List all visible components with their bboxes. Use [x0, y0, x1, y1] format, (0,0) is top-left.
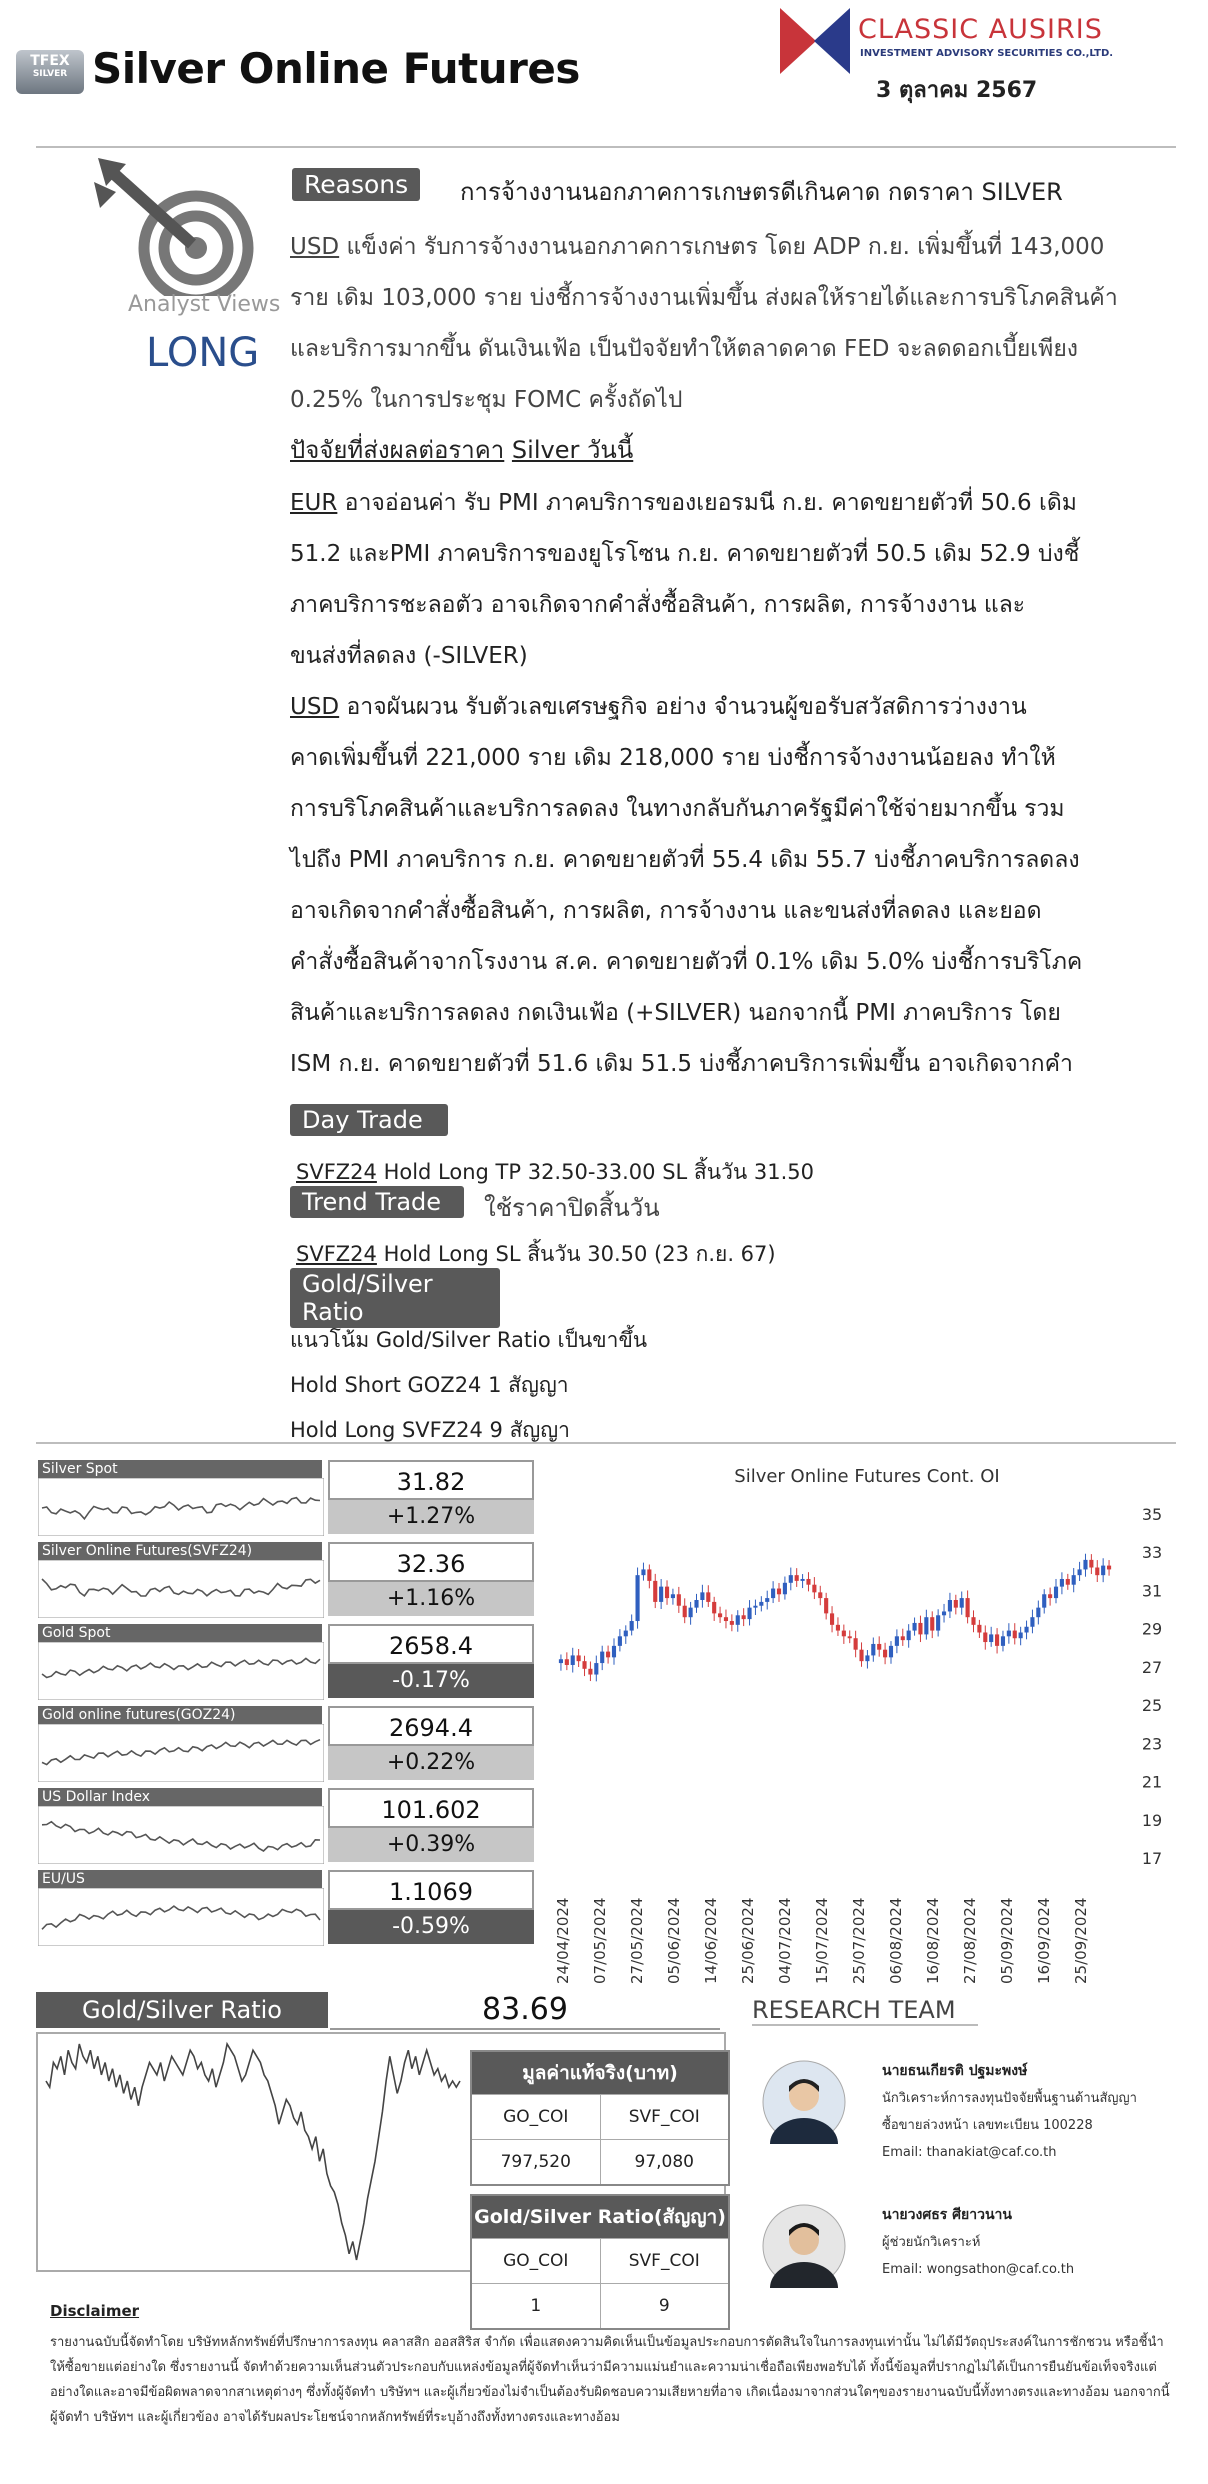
candle-body — [995, 1634, 999, 1645]
candle-body — [582, 1661, 586, 1669]
candle-body — [859, 1650, 863, 1661]
candle-body — [706, 1592, 710, 1602]
candle-body — [854, 1638, 858, 1649]
x-tick-label: 04/07/2024 — [776, 1897, 795, 1984]
candle-body — [630, 1621, 634, 1631]
candle-body — [918, 1623, 922, 1634]
candle-body — [636, 1575, 640, 1621]
candle-body — [848, 1636, 852, 1638]
candle-body — [930, 1617, 934, 1630]
market-change: +0.22% — [328, 1746, 534, 1780]
candle-body — [1083, 1560, 1087, 1570]
candle-body — [1024, 1627, 1028, 1633]
x-tick-label: 07/05/2024 — [591, 1897, 610, 1984]
header-divider — [36, 146, 1176, 148]
candle-body — [1060, 1579, 1064, 1587]
candle-body — [588, 1669, 592, 1675]
candle-body — [1019, 1632, 1023, 1638]
y-tick-label: 17 — [1141, 1849, 1163, 1868]
disclaimer-text: รายงานฉบับนี้จัดทำโดย บริษัทหลักทรัพย์ที่ปรึกษาการลงทุน คลาสสิก ออสสิริส จำกัด เพื่อแสดงความคิดเห็นเป็นข้อมูลประกอบการตัดสินใจในการลงทุนเท่านั้น ไม่ได้มีวัตถุประสงค์ในการชักชวน หรือชี้นำให้ซื้อขายแต่อย่างใด ซึ่งรายงานนี้ จัดทำด้วยความเห็นส่วนตัวประกอบกับแหล่งข้อมูลที่ผู้จัดทำเห็นว่ามีความแม่นยำและความน่าเชื่อถือเพียงพอรับได้ ทั้งนี้ข้อมูลที่ปรากฏไม่ได้เป็นการยืนยันข้อเท็จจริงแต่อย่างใดและอาจมีข้อผิดพลาดจากสาเหตุต่างๆ ซึ่งทั้งผู้จัดทำ บริษัทฯ และผู้เกี่ยวข้องไม่จำเป็นต้องรับผิดชอบความเสียหายที่อาจ เกิดเนื่องมาจากส่วนใดๆของรายงานฉบับนี้ทั้งทางตรงและทางอ้อม นอกจากนี้ผู้จัดทำ บริษัทฯ และผู้เกี่ยวข้อง อาจได้รับผลประโยชน์จากหลักทรัพย์ที่ระบุอ้างถึงทั้งทางตรงและทางอ้อม — [50, 2335, 1170, 2425]
market-panel — [36, 1542, 536, 1620]
analyst-view-value: LONG — [146, 330, 260, 376]
candle-chart-svg — [552, 1454, 1182, 1994]
candle-body — [1001, 1636, 1005, 1646]
candle-body — [871, 1644, 875, 1655]
company-logo-icon — [780, 8, 850, 74]
y-tick-label: 23 — [1141, 1734, 1163, 1754]
coi-value-table: มูลค่าแท้จริง(บาท) GO_COI SVF_COI 797,520 97,080 — [470, 2050, 730, 2186]
candle-body — [671, 1594, 675, 1598]
disclaimer-title: Disclaimer — [50, 2302, 140, 2320]
market-sparkline — [38, 1806, 324, 1864]
x-tick-label: 05/09/2024 — [998, 1897, 1017, 1984]
candle-body — [612, 1646, 616, 1657]
candle-body — [1066, 1579, 1070, 1585]
candle-body — [694, 1600, 698, 1608]
factors-heading: ปัจจัยที่ส่งผลต่อราคา Silver วันนี้ — [290, 436, 634, 464]
ratio-line-chart — [40, 2034, 466, 2270]
candle-body — [783, 1583, 787, 1594]
ratio-line — [46, 2044, 460, 2260]
y-tick-label: 35 — [1141, 1505, 1163, 1524]
candle-body — [795, 1575, 799, 1581]
market-value: 32.36 — [328, 1542, 534, 1582]
y-tick-label: 29 — [1141, 1619, 1163, 1639]
target-arrow-icon — [86, 156, 276, 296]
y-tick-label: 21 — [1141, 1772, 1163, 1792]
market-name: Silver Online Futures(SVFZ24) — [38, 1542, 322, 1560]
candle-body — [771, 1589, 775, 1599]
section-divider — [36, 1442, 1176, 1444]
candle-body — [812, 1585, 816, 1593]
candle-body — [901, 1636, 905, 1640]
candle-body — [718, 1613, 722, 1617]
x-tick-label: 06/08/2024 — [887, 1897, 906, 1984]
candle-body — [895, 1636, 899, 1646]
candle-chart — [552, 1454, 1182, 1994]
market-sparkline — [38, 1888, 324, 1946]
market-name: US Dollar Index — [38, 1788, 322, 1806]
reasons-body: USD แข็งค่า รับการจ้างงานนอกภาคการเกษตร โดย ADP ก.ย. เพิ่มขึ้นที่ 143,000 ราย เดิม 103,000 ราย บ่งชี้การจ้างงานเพิ่มขึ้น ส่งผลให้รายได้และการบริโภคสินค้า และบริการมากขึ้น ดันเงินเฟ้อ เป็นปัจจัยทำให้ตลาดคาด FED จะลดดอกเบี้ยเพียง 0.25% ในการประชุม FOMC ครั้งถัดไป — [290, 234, 1118, 413]
market-panel — [36, 1870, 536, 1948]
candle-body — [665, 1587, 669, 1598]
market-name: Silver Spot — [38, 1460, 322, 1478]
candle-body — [1072, 1575, 1076, 1585]
market-value: 31.82 — [328, 1460, 534, 1500]
tfex-silver-logo: TFEX SILVER — [16, 50, 84, 94]
candle-body — [594, 1663, 598, 1674]
trend-trade-line: SVFZ24 Hold Long SL สิ้นวัน 30.50 (23 ก.ย. 67) — [296, 1242, 776, 1266]
market-name: Gold online futures(GOZ24) — [38, 1706, 322, 1724]
person-1-info: นายธนเกียรติ ปฐมะพงษ์ นักวิเคราะห์การลงทุนปัจจัยพื้นฐานด้านสัญญา ซื้อขายล่วงหน้า เลขทะเบียน 100228 Email: thanakiat@caf.co.th — [882, 2063, 1137, 2160]
candle-body — [1013, 1631, 1017, 1639]
market-sparkline — [38, 1724, 324, 1782]
reasons-tag: Reasons — [292, 168, 420, 201]
x-tick-label: 05/06/2024 — [665, 1897, 684, 1984]
candle-body — [624, 1631, 628, 1637]
person-2-info: นายวงศธร ศียาวนาน ผู้ช่วยนักวิเคราะห์ Email: wongsathon@caf.co.th — [882, 2207, 1075, 2277]
page-title: Silver Online Futures — [92, 44, 580, 93]
candle-body — [954, 1600, 958, 1608]
candle-body — [1078, 1569, 1082, 1575]
report-date: 3 ตุลาคม 2567 — [876, 78, 1038, 103]
candle-body — [742, 1615, 746, 1619]
candle-body — [736, 1615, 740, 1625]
candle-body — [571, 1655, 575, 1665]
candle-body — [753, 1606, 757, 1608]
candle-body — [677, 1594, 681, 1605]
y-tick-label: 31 — [1141, 1581, 1163, 1601]
market-change: +1.16% — [328, 1582, 534, 1616]
x-tick-label: 27/08/2024 — [961, 1897, 980, 1984]
candle-body — [1036, 1608, 1040, 1618]
candle-body — [948, 1600, 952, 1611]
candle-body — [942, 1611, 946, 1615]
ratio-contract-table: Gold/Silver Ratio(สัญญา) GO_COI SVF_COI 1 9 — [470, 2194, 730, 2330]
analyst-views-caption: Analyst Views — [128, 292, 281, 317]
candle-body — [683, 1606, 687, 1617]
avatar — [762, 2060, 846, 2144]
candle-body — [960, 1598, 964, 1608]
candle-body — [865, 1655, 869, 1661]
candle-body — [1054, 1587, 1058, 1598]
candle-body — [1101, 1566, 1105, 1576]
market-name: EU/US — [38, 1870, 322, 1888]
market-sparkline — [38, 1478, 324, 1536]
market-panel — [36, 1460, 536, 1538]
candle-body — [977, 1625, 981, 1633]
market-change: -0.59% — [328, 1910, 534, 1944]
candle-body — [653, 1581, 657, 1602]
ratio-value: 83.69 — [330, 1992, 720, 2030]
usd-label: USD — [290, 234, 340, 260]
candle-body — [577, 1655, 581, 1661]
candle-body — [618, 1636, 622, 1646]
market-change: +1.27% — [328, 1500, 534, 1534]
x-tick-label: 16/08/2024 — [924, 1897, 943, 1984]
ratio-label: Gold/Silver Ratio — [36, 1992, 328, 2028]
candle-body — [559, 1659, 563, 1663]
candle-body — [606, 1652, 610, 1658]
candle-body — [913, 1623, 917, 1631]
candle-body — [647, 1569, 651, 1580]
candle-body — [600, 1652, 604, 1663]
x-tick-label: 16/09/2024 — [1035, 1897, 1054, 1984]
candle-body — [1095, 1568, 1099, 1576]
market-value: 1.1069 — [328, 1870, 534, 1910]
gold-silver-lines: แนวโน้ม Gold/Silver Ratio เป็นขาขึ้น Hold Short GOZ24 1 สัญญา Hold Long SVFZ24 9 สัญญา — [290, 1328, 648, 1442]
trend-trade-tag: Trend Trade — [290, 1186, 464, 1218]
gold-silver-tag: Gold/Silver Ratio — [290, 1268, 500, 1328]
market-panel — [36, 1706, 536, 1784]
candle-body — [966, 1598, 970, 1617]
usd-factor: USD อาจผันผวน รับตัวเลขเศรษฐกิจ อย่าง จำนวนผู้ขอรับสวัสดิการว่างงาน คาดเพิ่มขึ้นที่ 221,000 ราย เดิม 218,000 ราย บ่งชี้การจ้างงานน้อยลง ทำให้ การบริโภคสินค้าและบริการลดลง ในทางกลับกันภาครัฐมีค่าใช้จ่ายมากขึ้น รวม ไปถึง PMI ภาคบริการ ก.ย. คาดขยายตัวที่ 55.4 เดิม 55.7 บ่งชี้ภาคบริการลดลง อาจเกิดจากคำสั่งซื้อสินค้า, การผลิต, การจ้างงาน และขนส่งที่ลดลง และยอด คำสั่งซื้อสินค้าจากโรงงาน ส.ค. คาดขยายตัวที่ 0.1% เดิม 5.0% บ่งชี้การบริโภค สินค้าและบริการลดลง กดเงินเฟ้อ (+SILVER) นอกจากนี้ PMI ภาคบริการ โดย ISM ก.ย. คาดขยายตัวที่ 51.6 เดิม 51.5 บ่งชี้ภาคบริการเพิ่มขึ้น อาจเกิดจากคำ — [290, 694, 1083, 1077]
y-tick-label: 33 — [1141, 1543, 1163, 1563]
chart-title: Silver Online Futures Cont. OI — [734, 1466, 1000, 1487]
candle-body — [759, 1602, 763, 1606]
candle-body — [836, 1625, 840, 1631]
candle-body — [883, 1650, 887, 1658]
candle-body — [1042, 1594, 1046, 1607]
candle-body — [689, 1608, 693, 1618]
market-sparkline — [38, 1560, 324, 1618]
candle-body — [983, 1632, 987, 1642]
market-value: 101.602 — [328, 1788, 534, 1828]
candle-body — [565, 1659, 569, 1665]
candle-body — [824, 1598, 828, 1613]
candle-body — [936, 1615, 940, 1630]
candle-body — [659, 1587, 663, 1602]
ratio-table-title: Gold/Silver Ratio(สัญญา) — [472, 2196, 728, 2238]
day-trade-line: SVFZ24 Hold Long TP 32.50-33.00 SL สิ้นวัน 31.50 — [296, 1160, 815, 1184]
candle-body — [712, 1602, 716, 1613]
candle-body — [971, 1617, 975, 1625]
market-panel — [36, 1788, 536, 1866]
candle-body — [730, 1621, 734, 1625]
candle-body — [924, 1617, 928, 1634]
company-name: CLASSIC AUSIRIS — [858, 14, 1103, 45]
candle-body — [1048, 1594, 1052, 1598]
candle-body — [907, 1631, 911, 1641]
y-tick-label: 19 — [1141, 1810, 1163, 1830]
candle-body — [989, 1634, 993, 1642]
day-trade-tag: Day Trade — [290, 1104, 448, 1136]
candle-body — [1107, 1566, 1111, 1570]
research-team-heading: RESEARCH TEAM — [752, 1996, 978, 2026]
market-value: 2658.4 — [328, 1624, 534, 1664]
candle-body — [724, 1617, 728, 1621]
candle-body — [877, 1644, 881, 1650]
y-tick-label: 27 — [1141, 1657, 1163, 1677]
candle-body — [641, 1569, 645, 1575]
coi-table-title: มูลค่าแท้จริง(บาท) — [472, 2052, 728, 2094]
reasons-headline: การจ้างงานนอกภาคการเกษตรดีเกินคาด กดราคา SILVER — [460, 178, 1063, 206]
market-change: +0.39% — [328, 1828, 534, 1862]
market-sparkline — [38, 1642, 324, 1700]
x-tick-label: 25/09/2024 — [1072, 1897, 1091, 1984]
market-panel — [36, 1624, 536, 1702]
company-subtitle: INVESTMENT ADVISORY SECURITIES CO.,LTD. — [860, 48, 1114, 59]
x-tick-label: 25/06/2024 — [739, 1897, 758, 1984]
candle-body — [789, 1575, 793, 1583]
candle-body — [777, 1589, 781, 1595]
candle-body — [818, 1592, 822, 1598]
candle-body — [1030, 1617, 1034, 1627]
candle-body — [889, 1646, 893, 1657]
x-tick-label: 27/05/2024 — [628, 1897, 647, 1984]
market-name: Gold Spot — [38, 1624, 322, 1642]
candle-body — [842, 1631, 846, 1637]
trend-trade-note: ใช้ราคาปิดสิ้นวัน — [484, 1194, 660, 1222]
candle-body — [806, 1579, 810, 1585]
x-tick-label: 25/07/2024 — [850, 1897, 869, 1984]
x-tick-label: 14/06/2024 — [702, 1897, 721, 1984]
eur-factor: EUR อาจอ่อนค่า รับ PMI ภาคบริการของเยอรมนี ก.ย. คาดขยายตัวที่ 50.6 เดิม 51.2 และPMI ภาคบริการของยูโรโซน ก.ย. คาดขยายตัวที่ 50.5 เดิม 52.9 บ่งชี้ ภาคบริการชะลอตัว อาจเกิดจากคำสั่งซื้อสินค้า, การผลิต, การจ้างงาน และ ขนส่งที่ลดลง (-SILVER) — [290, 490, 1080, 669]
y-tick-label: 25 — [1141, 1696, 1163, 1716]
candle-body — [765, 1598, 769, 1602]
market-value: 2694.4 — [328, 1706, 534, 1746]
candle-body — [1007, 1631, 1011, 1637]
market-change: -0.17% — [328, 1664, 534, 1698]
x-tick-label: 15/07/2024 — [813, 1897, 832, 1984]
candle-body — [830, 1613, 834, 1624]
avatar — [762, 2204, 846, 2288]
candle-body — [1089, 1560, 1093, 1568]
candle-body — [747, 1608, 751, 1619]
candle-body — [801, 1579, 805, 1581]
x-tick-label: 24/04/2024 — [554, 1897, 572, 1984]
candle-body — [700, 1592, 704, 1600]
